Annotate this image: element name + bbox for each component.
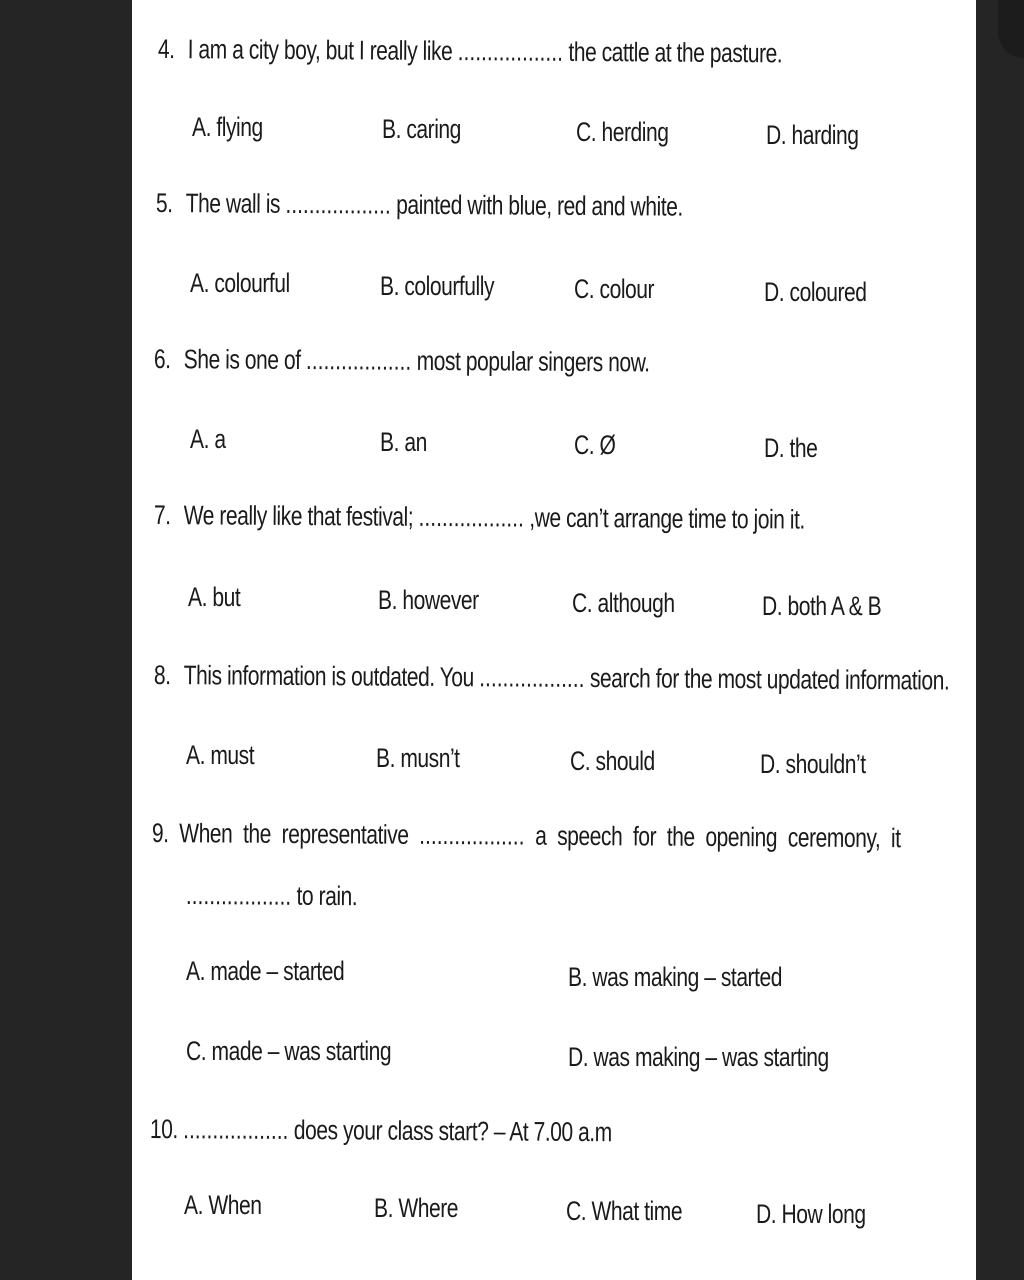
option-c[interactable]: C. What time xyxy=(566,1196,683,1226)
option-d[interactable]: D. both A & B xyxy=(762,591,882,621)
option-b[interactable]: B. however xyxy=(378,585,479,615)
option-d[interactable]: D. How long xyxy=(756,1199,866,1229)
answer-blank: .................. xyxy=(418,501,525,533)
question-word: opening xyxy=(705,821,778,853)
question-text-before: I am a city boy, but I really like xyxy=(187,34,458,67)
question-number: 5. xyxy=(155,188,173,219)
option-a[interactable]: A. colourful xyxy=(190,268,290,298)
question-number: 8. xyxy=(153,660,171,691)
option-d[interactable]: D. was making – was starting xyxy=(568,1042,829,1072)
answer-blank: .................. xyxy=(285,188,391,220)
option-d[interactable]: D. coloured xyxy=(764,277,867,307)
question-word: the xyxy=(242,818,272,849)
question-text-after: search for the most updated information. xyxy=(589,663,950,696)
option-c[interactable]: C. herding xyxy=(576,117,669,147)
question-number: 7. xyxy=(153,500,171,531)
question-8 xyxy=(154,660,976,698)
option-b[interactable]: B. musn’t xyxy=(376,743,460,773)
question-number: 10. xyxy=(149,1114,178,1145)
option-b[interactable]: B. was making – started xyxy=(568,962,782,992)
option-a[interactable]: A. flying xyxy=(192,112,263,142)
corner-tab xyxy=(998,0,1024,58)
option-d[interactable]: D. the xyxy=(764,433,818,463)
option-a[interactable]: A. When xyxy=(184,1190,262,1220)
question-number: 6. xyxy=(153,344,171,375)
answer-blank: .................. xyxy=(479,662,585,694)
option-c[interactable]: C. made – was starting xyxy=(186,1036,392,1066)
question-word: representative xyxy=(281,818,409,850)
option-d[interactable]: D. harding xyxy=(766,120,859,150)
question-text-after: most popular singers now. xyxy=(416,345,650,378)
question-word: for xyxy=(632,821,657,852)
question-text-before: We really like that festival; xyxy=(183,500,419,532)
answer-blank: .................. xyxy=(419,819,525,851)
question-text-after: painted with blue, red and white. xyxy=(396,189,683,222)
question-word: When xyxy=(179,818,233,849)
option-a[interactable]: A. made – started xyxy=(186,956,345,986)
answer-blank: .................. xyxy=(305,345,412,376)
question-6 xyxy=(154,344,790,379)
question-word: speech xyxy=(557,820,623,852)
question-5 xyxy=(156,188,832,224)
answer-blank: .................. xyxy=(183,1114,289,1145)
option-d[interactable]: D. shouldn’t xyxy=(760,749,866,779)
option-b[interactable]: B. an xyxy=(380,427,427,457)
option-a[interactable]: A. must xyxy=(186,740,255,770)
question-4 xyxy=(158,34,959,71)
question-text-after: the cattle at the pasture. xyxy=(568,36,783,69)
question-text-after: ,we can’t arrange time to join it. xyxy=(529,502,805,535)
answer-blank: .................. xyxy=(185,880,292,911)
question-9 xyxy=(152,818,976,856)
option-a[interactable]: A. but xyxy=(188,582,241,612)
question-number: 9. xyxy=(151,818,169,849)
question-word: it xyxy=(890,823,901,854)
option-b[interactable]: B. colourfully xyxy=(380,271,495,301)
question-7 xyxy=(154,500,976,537)
question-word: ceremony, xyxy=(787,822,881,854)
option-c[interactable]: C. Ø xyxy=(574,430,616,460)
answer-blank: .................. xyxy=(457,36,564,67)
question-text-before: She is one of xyxy=(183,344,301,376)
option-c[interactable]: C. colour xyxy=(574,274,655,304)
question-9-line-2 xyxy=(186,880,406,913)
question-text-after: does your class start? – At 7.00 a.m xyxy=(293,1115,612,1148)
option-b[interactable]: B. caring xyxy=(382,114,461,144)
option-c[interactable]: C. although xyxy=(572,588,675,618)
question-text-before: The wall is xyxy=(185,188,281,219)
question-number: 4. xyxy=(157,34,175,65)
option-b[interactable]: B. Where xyxy=(374,1193,459,1223)
worksheet-page xyxy=(132,0,976,1280)
question-text-after: to rain. xyxy=(296,880,358,912)
question-text-before: This information is outdated. You xyxy=(183,660,480,693)
option-c[interactable]: C. should xyxy=(570,746,655,776)
option-a[interactable]: A. a xyxy=(190,424,226,454)
question-10 xyxy=(150,1114,742,1149)
question-word: the xyxy=(666,821,695,852)
question-word: a xyxy=(535,820,547,851)
